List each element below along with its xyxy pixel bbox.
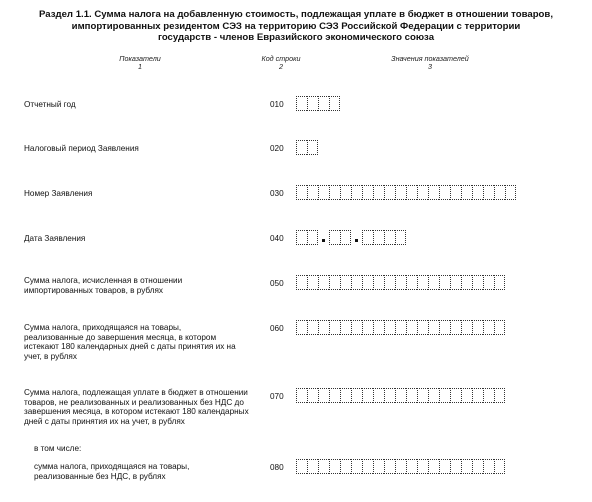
row-code-070: 070 [270, 392, 284, 401]
field-tax-calculated[interactable] [296, 275, 505, 292]
row-code-050: 050 [270, 279, 284, 288]
date-year-cells[interactable] [362, 230, 406, 245]
column-header-label: Значения показателей [391, 54, 469, 63]
field-application-date[interactable] [296, 230, 406, 247]
field-tax-payable[interactable] [296, 388, 505, 405]
row-code-040: 040 [270, 234, 284, 243]
row-label-including: в том числе: [34, 444, 82, 453]
row-code-080: 080 [270, 463, 284, 472]
date-day-cells[interactable] [296, 230, 318, 245]
column-header-number: 3 [428, 62, 432, 72]
field-application-number[interactable] [296, 185, 516, 202]
section-title: Раздел 1.1. Сумма налога на добавленную стоимость, подлежащая уплате в бюджет в отношении товаров, импортированных резидентом СЭЗ на территорию СЭЗ Российской Федерации с территории государств - членов Евразийского экономического союза [39, 9, 553, 43]
field-tax-goods-sold[interactable] [296, 320, 505, 337]
row-label-application-number: Номер Заявления [24, 189, 93, 198]
row-label-tax-payable: Сумма налога, подлежащая уплате в бюджет в отношении товаров, не реализованных и реализованных без НДС до завершения месяца, в котором истекают 180 календарных дней с даты принятия их на учет, в рублях [24, 388, 249, 426]
row-label-tax-goods-sold: Сумма налога, приходящаяся на товары, реализованные до завершения месяца, в котором истекают 180 календарных дней с даты принятия их на учет, в рублях [24, 323, 236, 361]
row-code-010: 010 [270, 100, 284, 109]
field-tax-period[interactable] [296, 140, 318, 157]
date-separator-dot [318, 230, 329, 245]
row-label-tax-calculated: Сумма налога, исчисленная в отношении импортированных товаров, в рублях [24, 276, 183, 295]
row-label-tax-without-vat: сумма налога, приходящаяся на товары, реализованные без НДС, в рублях [34, 462, 190, 481]
column-header-label: Показатели [119, 54, 161, 63]
row-label-reporting-year: Отчетный год [24, 100, 76, 109]
row-code-060: 060 [270, 324, 284, 333]
column-header-number: 2 [279, 62, 283, 72]
column-header-number: 1 [138, 62, 142, 72]
row-code-020: 020 [270, 144, 284, 153]
field-tax-without-vat[interactable] [296, 459, 505, 476]
column-header-values [370, 55, 490, 71]
row-label-application-date: Дата Заявления [24, 234, 86, 243]
row-code-030: 030 [270, 189, 284, 198]
column-header-indicators [95, 55, 185, 71]
column-header-line-code [246, 55, 316, 71]
date-month-cells[interactable] [329, 230, 351, 245]
column-header-label: Код строки [261, 54, 301, 63]
row-label-tax-period: Налоговый период Заявления [24, 144, 139, 153]
date-separator-dot [351, 230, 362, 245]
field-reporting-year[interactable] [296, 96, 340, 113]
